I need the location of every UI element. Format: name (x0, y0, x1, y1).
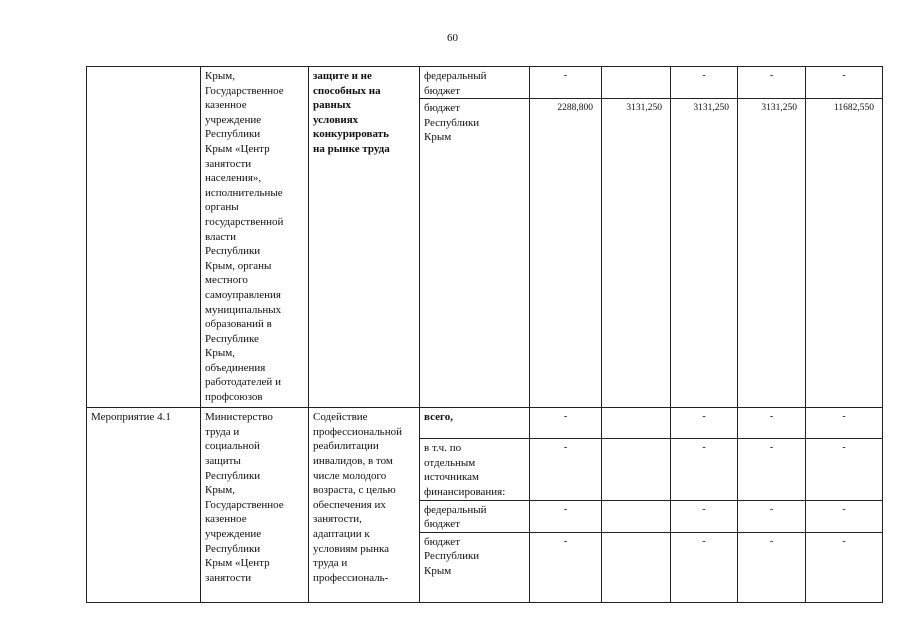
value-cell: - (806, 500, 883, 532)
value-cell: 11682,550 (806, 99, 883, 408)
event-name-cell (87, 67, 201, 408)
funding-source-cell: бюджет Республики Крым (420, 99, 530, 408)
value-cell: - (671, 439, 738, 500)
page-number: 60 (447, 32, 458, 44)
event-name-cell: Мероприятие 4.1 (87, 408, 201, 603)
executor-cell: Крым, Государственное казенное учреждение Республики Крым «Центр занятости населения», исполнительные органы государственной власти Республики Крым, органы местного самоуправления муниципальных образований в Республике Крым, объединения работодателей и профсоюзов (201, 67, 309, 408)
value-cell: - (671, 67, 738, 99)
value-cell: - (806, 439, 883, 500)
value-cell (602, 67, 671, 99)
value-cell: - (530, 408, 602, 439)
value-cell: - (806, 67, 883, 99)
table-row (87, 67, 883, 99)
value-cell: - (738, 500, 806, 532)
value-cell: 3131,250 (738, 99, 806, 408)
funding-source-cell: федеральный бюджет (420, 67, 530, 99)
goal-cell: защите и не способных на равных условиях конкурировать на рынке труда (309, 67, 420, 408)
funding-source-cell: всего, (420, 408, 530, 439)
funding-table (86, 66, 883, 603)
funding-source-cell: в т.ч. по отдельным источникам финансирования: (420, 439, 530, 500)
value-cell: - (671, 532, 738, 602)
value-cell: - (530, 500, 602, 532)
value-cell (602, 500, 671, 532)
value-cell: - (806, 408, 883, 439)
goal-cell: Содействие профессиональной реабилитации инвалидов, в том числе молодого возраста, с целью обеспечения их занятости, адаптации к условиям рынка труда и профессиональ- (309, 408, 420, 603)
value-cell: - (530, 532, 602, 602)
value-cell: - (738, 67, 806, 99)
value-cell: - (738, 532, 806, 602)
funding-source-cell: бюджет Республики Крым (420, 532, 530, 602)
value-cell (602, 532, 671, 602)
value-cell: - (806, 532, 883, 602)
value-cell: - (738, 439, 806, 500)
value-cell: 3131,250 (671, 99, 738, 408)
value-cell: - (738, 408, 806, 439)
value-cell (602, 439, 671, 500)
value-cell: - (530, 67, 602, 99)
value-cell: - (671, 500, 738, 532)
value-cell: 3131,250 (602, 99, 671, 408)
value-cell (602, 408, 671, 439)
executor-cell: Министерство труда и социальной защиты Республики Крым, Государственное казенное учреждение Республики Крым «Центр занятости (201, 408, 309, 603)
funding-source-cell: федеральный бюджет (420, 500, 530, 532)
value-cell: 2288,800 (530, 99, 602, 408)
value-cell: - (671, 408, 738, 439)
table-row (87, 408, 883, 439)
value-cell: - (530, 439, 602, 500)
